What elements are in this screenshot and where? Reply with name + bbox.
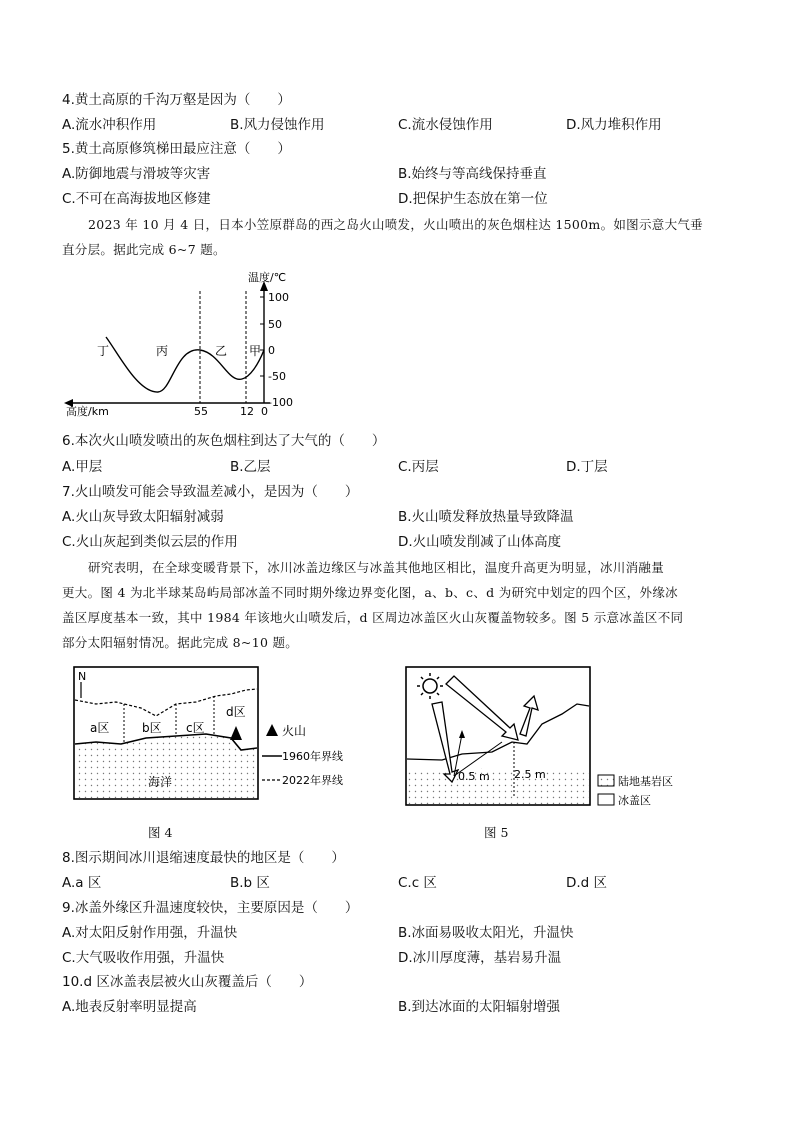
q5-option-d[interactable]: D.把保护生态放在第一位 (398, 191, 548, 207)
depth-label-1: 0.5 m (458, 770, 490, 783)
legend-bedrock: 陆地基岩区 (618, 775, 673, 788)
layer-ding: 丁 (97, 344, 110, 358)
q4-option-a[interactable]: A.流水冲积作用 (62, 117, 157, 133)
passage-2-line-1: 研究表明，在全球变暖背景下，冰川冰盖边缘区与冰盖其他地区相比，温度升高更为明显，冰川消融量 (88, 560, 665, 575)
q10-option-a[interactable]: A.地表反射率明显提高 (62, 999, 197, 1015)
y-tick-100: 100 (268, 291, 289, 304)
y-tick-minus100: -100 (268, 396, 293, 409)
x-tick-0: 0 (261, 405, 268, 418)
layer-jia: 甲 (249, 344, 262, 358)
q7-option-a[interactable]: A.火山灰导致太阳辐射减弱 (62, 509, 224, 525)
q4-option-b[interactable]: B.风力侵蚀作用 (230, 117, 325, 133)
q6-option-a[interactable]: A.甲层 (62, 459, 103, 475)
q9-option-a[interactable]: A.对太阳反射作用强，升温快 (62, 925, 238, 941)
layer-yi: 乙 (215, 344, 228, 358)
x-tick-12: 12 (240, 405, 254, 418)
q8-option-b[interactable]: B.b 区 (230, 875, 270, 891)
q5-stem: 5.黄土高原修筑梯田最应注意（ ） (62, 141, 291, 157)
q8-option-c[interactable]: C.c 区 (398, 875, 437, 891)
q6-option-c[interactable]: C.丙层 (398, 459, 439, 475)
y-axis-title: 温度/℃ (248, 271, 287, 284)
y-tick-minus50: -50 (268, 370, 286, 383)
q5-option-a[interactable]: A.防御地震与滑坡等灾害 (62, 166, 211, 182)
q7-option-c[interactable]: C.火山灰起到类似云层的作用 (62, 534, 238, 550)
q8-option-a[interactable]: A.a 区 (62, 875, 102, 891)
ocean-label: 海洋 (148, 775, 173, 789)
q7-option-d[interactable]: D.火山喷发削减了山体高度 (398, 534, 562, 550)
legend-1960: 1960年界线 (282, 750, 343, 763)
q10-stem: 10.d 区冰盖表层被火山灰覆盖后（ ） (62, 974, 313, 990)
q6-option-b[interactable]: B.乙层 (230, 459, 271, 475)
q5-option-b[interactable]: B.始终与等高线保持垂直 (398, 166, 547, 182)
legend-ice: 冰盖区 (618, 794, 651, 807)
zone-c: c区 (186, 721, 205, 735)
q6-option-d[interactable]: D.丁层 (566, 459, 608, 475)
figure-5-radiation-diagram (402, 664, 692, 809)
figure-4-ice-cap-map (66, 664, 356, 804)
q9-option-c[interactable]: C.大气吸收作用强，升温快 (62, 950, 225, 966)
legend-2022: 2022年界线 (282, 774, 343, 787)
zone-a: a区 (90, 721, 110, 735)
x-axis-title: 高度/km (66, 405, 109, 418)
q8-stem: 8.图示期间冰川退缩速度最快的地区是（ ） (62, 850, 345, 866)
passage-1-line-2: 直分层。据此完成 6~7 题。 (62, 242, 226, 257)
q5-option-c[interactable]: C.不可在高海拔地区修建 (62, 191, 211, 207)
passage-2-line-3: 盖区厚度基本一致，其中 1984 年该地火山喷发后，d 区周边冰盖区火山灰覆盖物较多。图 5 示意冰盖区不同 (62, 610, 684, 625)
bedrock-area (407, 768, 589, 804)
layer-bing: 丙 (156, 344, 169, 358)
north-label: N (78, 670, 87, 683)
depth-label-2: 2.5 m (514, 768, 546, 781)
passage-2-line-2: 更大。图 4 为北半球某岛屿局部冰盖不同时期外缘边界变化图，a、b、c、d 为研究中划定的四个区，外缘冰 (62, 585, 678, 600)
atmosphere-layer-diagram (60, 265, 320, 420)
q4-option-d[interactable]: D.风力堆积作用 (566, 117, 662, 133)
q10-option-b[interactable]: B.到达冰面的太阳辐射增强 (398, 999, 561, 1015)
q4-stem: 4.黄土高原的千沟万壑是因为（ ） (62, 92, 291, 108)
passage-1-line-1: 2023 年 10 月 4 日，日本小笠原群岛的西之岛火山喷发，火山喷出的灰色烟柱达 1500m。如图示意大气垂 (88, 217, 703, 232)
q9-option-d[interactable]: D.冰川厚度薄，基岩易升温 (398, 950, 562, 966)
figure-5-caption: 图 5 (484, 825, 509, 840)
legend-volcano-icon (266, 724, 278, 736)
y-tick-50: 50 (268, 318, 282, 331)
q8-option-d[interactable]: D.d 区 (566, 875, 608, 891)
zone-d: d区 (226, 705, 246, 719)
figure-4-caption: 图 4 (148, 825, 173, 840)
q9-option-b[interactable]: B.冰面易吸收太阳光，升温快 (398, 925, 574, 941)
y-tick-0: 0 (268, 344, 275, 357)
legend-volcano: 火山 (282, 724, 307, 738)
zone-b: b区 (142, 721, 162, 735)
q7-option-b[interactable]: B.火山喷发释放热量导致降温 (398, 509, 574, 525)
q6-stem: 6.本次火山喷发喷出的灰色烟柱到达了大气的（ ） (62, 433, 386, 449)
q9-stem: 9.冰盖外缘区升温速度较快，主要原因是（ ） (62, 900, 359, 916)
temperature-curve (106, 337, 264, 392)
x-tick-55: 55 (194, 405, 208, 418)
q7-stem: 7.火山喷发可能会导致温差减小，是因为（ ） (62, 484, 359, 500)
q4-option-c[interactable]: C.流水侵蚀作用 (398, 117, 493, 133)
passage-2-line-4: 部分太阳辐射情况。据此完成 8~10 题。 (62, 635, 299, 650)
